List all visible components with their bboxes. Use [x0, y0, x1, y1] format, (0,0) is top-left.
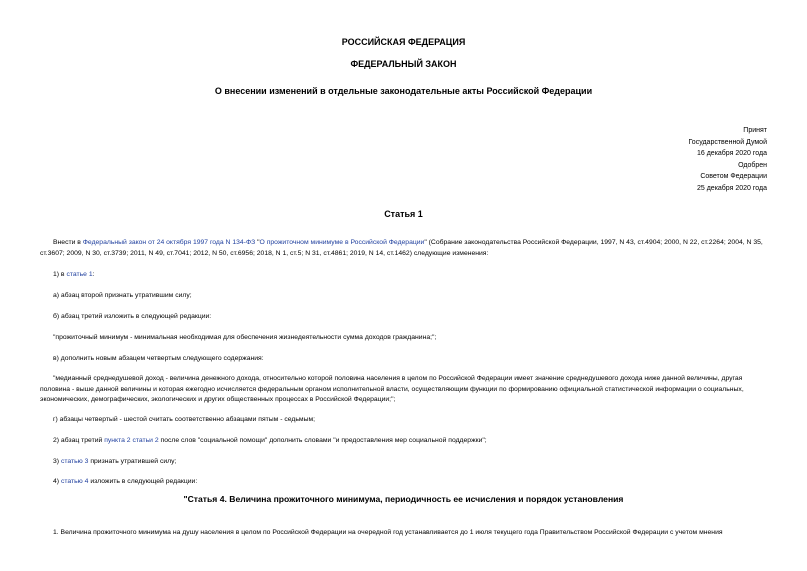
country-heading: РОССИЙСКАЯ ФЕДЕРАЦИЯ [341, 37, 466, 47]
item-1 [40, 270, 768, 281]
acceptance-line: 25 декабря 2020 года [696, 184, 767, 192]
article-2-link[interactable]: пункта 2 статьи 2 [104, 437, 159, 444]
acceptance-line: Принят [743, 127, 767, 134]
article-1-heading: Статья 1 [384, 209, 423, 219]
article-4-link[interactable]: статью 4 [60, 478, 89, 485]
item-1b: б) абзац третий изложить в следующей редакции: [53, 313, 212, 320]
item-4-suffix: изложить в следующей редакции: [88, 478, 198, 485]
law-type-heading: ФЕДЕРАЛЬНЫЙ ЗАКОН [350, 59, 457, 69]
acceptance-line: Государственной Думой [688, 138, 767, 146]
quote-2: "медианный среднедушевой доход - величина денежного дохода, относительно которой половина населения в целом по Российской Федерации имеет значение среднедушевого дохода ниже данной величины, другая половина - выше данной величины и которая ежегодно исчисляется федеральным органом исполнительной власти, осуществляющим функции по формированию официальной статистической информации о социальных, экономических, демографических, экологических и других общественных процессах в Российской Федерации;"; [40, 375, 744, 403]
item-2-suffix: после слов "социальной помощи" дополнить словами "и предоставления мер социальной поддержки"; [158, 437, 487, 444]
item-4-prefix: 4) [53, 478, 61, 485]
intro-paragraph [40, 238, 768, 259]
acceptance-line: Советом Федерации [700, 173, 767, 180]
item-1-suffix: : [92, 271, 95, 278]
item-2-prefix: 2) абзац третий [53, 437, 105, 444]
item-4 [40, 477, 768, 488]
quote-1: "прожиточный минимум - минимальная необходимая для обеспечения жизнедеятельности сумма доходов гражданина;"; [53, 334, 437, 341]
article-1-link[interactable]: статье 1 [66, 271, 93, 278]
acceptance-line: 16 декабря 2020 года [696, 150, 767, 157]
item-1-prefix: 1) в [53, 271, 67, 278]
article-4-heading: "Статья 4. Величина прожиточного минимума, периодичность ее исчисления и порядок установления [183, 494, 624, 504]
item-3-suffix: признать утратившей силу; [88, 458, 177, 465]
item-1g: г) абзацы четвертый - шестой считать соответственно абзацами пятым - седьмым; [53, 416, 316, 423]
item-3-prefix: 3) [53, 458, 61, 465]
article-4-paragraph-1: 1. Величина прожиточного минимума на душу населения в целом по Российской Федерации на очередной год устанавливается до 1 июля текущего года Правительством Российской Федерации с учетом мнения [53, 529, 723, 536]
item-2 [40, 436, 768, 447]
acceptance-line: Одобрен [738, 161, 767, 169]
acceptance-block [688, 125, 767, 194]
intro-rest: " (Собрание законодательства Российской Федерации, 1997, N 43, ст.4904; 2000, N 22, ст.2264; 2004, N 35, ст.3607; 2009, N 30, ст.3739; 2011, N 49, ст.7041; 2012, N 50, ст.6956; 2018, N 1, ст.5; N 31, ст.4861; 2019, N 14, ст.1462) следующие изменения: [40, 239, 763, 257]
intro-prefix: Внести в [53, 239, 83, 246]
item-1a: а) абзац второй признать утратившим силу; [53, 292, 192, 299]
article-3-link[interactable]: статью 3 [60, 458, 89, 465]
law-link[interactable]: Федеральный закон от 24 октября 1997 года N 134-ФЗ [82, 239, 256, 246]
intro-mid: " [255, 239, 260, 246]
law-title-link[interactable]: О прожиточном минимуме в Российской Федерации [259, 239, 425, 246]
law-title: О внесении изменений в отдельные законодательные акты Российской Федерации [214, 86, 593, 96]
item-3 [40, 457, 768, 468]
item-1v: в) дополнить новым абзацем четвертым следующего содержания: [53, 355, 264, 362]
